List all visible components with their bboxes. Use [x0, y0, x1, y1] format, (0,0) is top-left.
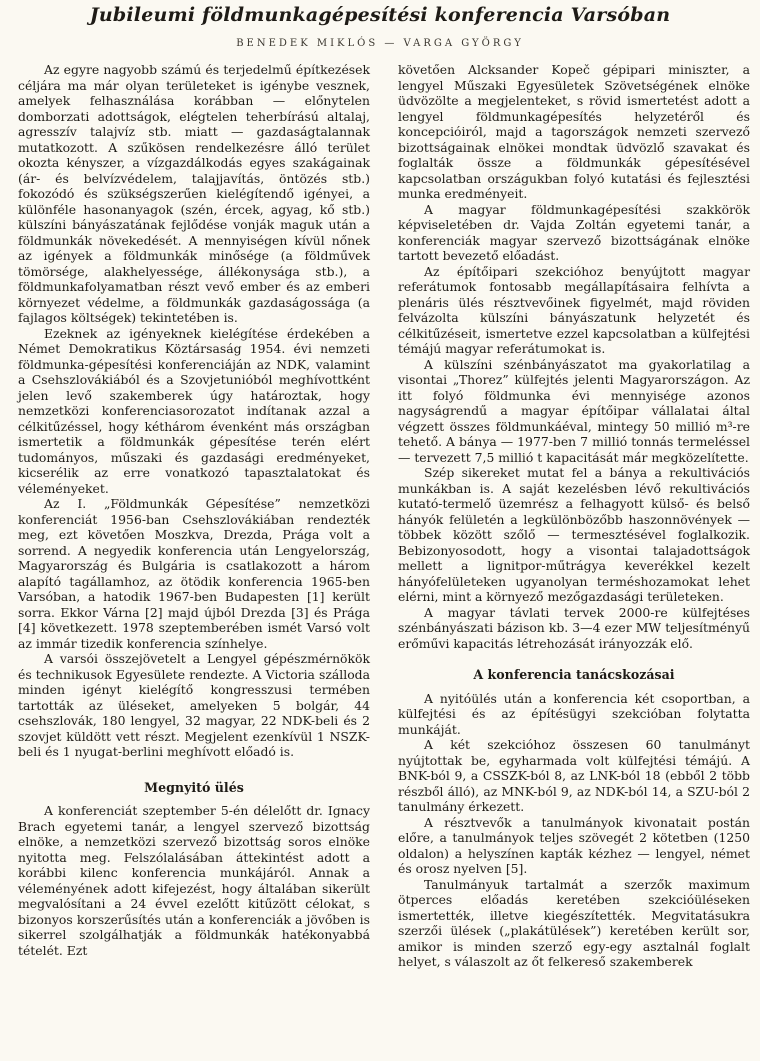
article-title: Jubileumi földmunkagépesítési konferencia Varsóban: [89, 4, 671, 26]
paragraph: A nyitóülés után a konferencia két csoportban, a külfejtési és az építésügyi szekcióban folytatta munkáját.: [398, 690, 750, 737]
paragraph: Szép sikereket mutat fel a bánya a rekultivációs munkákban is. A saját kezelésben lévő rekultivációs kutató-termelő üzemrész a felhagyott külső- és belső hányók felületén a legkülönbözőbb haszonnövények — többek között szőlő — termesztésével foglalkozik. Bebizonyosodott, hogy a visontai talajadottságok mellett a lignitpor-műtrágya keverékkel kezelt hányófelületeken ugyanolyan terméshozamokat lehet elérni, mint a környező mezőgazdasági területeken.: [398, 465, 750, 604]
paragraph: A varsói összejövetelt a Lengyel gépészmérnökök és technikusok Egyesülete rendezte. A Victoria szálloda minden igényt kielégítő kongresszusi termében tartották az üléseket, amelyeken 5 bolgár, 44 csehszlovák, 180 lengyel, 32 magyar, 22 NDK-beli és 2 szovjet küldött vett részt. Megjelent ezenkívül 1 NSZK-beli és 1 nyugat-berlini meghívott előadó is.: [18, 651, 370, 759]
paragraph: Az I. „Földmunkák Gépesítése” nemzetközi konferenciát 1956-ban Csehszlovákiában rendezték meg, ezt követően Moszkva, Drezda, Prága volt a sorrend. A negyedik konferencia után Lengyelország, Magyarország és Bulgária is csatlakozott a három alapító tagállamhoz, az ötödik konferencia 1965-ben Varsóban, a hatodik 1967-ben Budapesten [1] került sorra. Ekkor Várna [2] majd újból Drezda [3] és Prága [4] következett. 1978 szeptemberében ismét Varsó volt az immár tizedik konferencia színhelye.: [18, 496, 370, 651]
paragraph: követően Alcksander Kopeč gépipari miniszter, a lengyel Műszaki Egyesületek Szövetségének elnöke üdvözölte a megjelenteket, s rövid ismertetést adott a lengyel földmunkagépesítés helyzetéről és koncepcióiról, majd a tagországok nemzeti szervező bizottságainak elnökei mondtak üdvözlő szavakat és foglalták össze a földmunkák gépesítésével kapcsolatban országukban folyó kutatási és fejlesztési munka eredményeit.: [398, 62, 750, 201]
paragraph: Tanulmányuk tartalmát a szerzők maximum ötperces előadás keretében szekcióüléseken ismertették, illetve kiegészítették. Megvitatásukra szerzői ülések („plakátülések”) keretében került sor, amikor is minden szerző egy-egy asztalnál foglalt helyet, s válaszolt az őt felkereső szakemberek: [398, 876, 750, 969]
paragraph: A két szekcióhoz összesen 60 tanulmányt nyújtottak be, egyharmada volt külfejtési témájú. A BNK-ból 9, a CSSZK-ból 8, az LNK-ból 18 (ebből 2 több részből álló), az MNK-ból 9, az NDK-ból 14, a SZU-ból 2 tanulmány érkezett.: [398, 737, 750, 814]
paragraph: A magyar távlati tervek 2000-re külfejtéses szénbányászati bázison kb. 3—4 ezer MW teljesítményű erőművi kapacitás létrehozását irányozzák elő.: [398, 604, 750, 651]
paragraph: Az építőipari szekcióhoz benyújtott magyar referátumok fontosabb megállapításaira felhívta a plenáris ülés résztvevőinek figyelmét, majd röviden felvázolta külszíni bányászatunk helyzetét és célkitűzéseit, ismertetve ezzel kapcsolatban a külfejtési témájú magyar referátumokat is.: [398, 263, 750, 356]
paragraph: A konferenciát szeptember 5-én délelőtt dr. Ignacy Brach egyetemi tanár, a lengyel szervező bizottság elnöke, a nemzetközi szervező bizottság soros elnöke nyitotta meg. Felszólalásában áttekintést adott a korábbi kilenc konferencia munkájáról. Annak a véleményének adott kifejezést, hogy általában sikerült megvalósítani a 24 évvel ezelőtt kitűzött célokat, s bizonyos korszerűsítés után a konferenciák a jövőben is sikerrel szolgálhatják a földmunkák hatékonyabbá tételét. Ezt: [18, 803, 370, 958]
section-heading-opening: Megnyitó ülés: [144, 779, 244, 795]
paragraph: A résztvevők a tanulmányok kivonatait postán előre, a tanulmányok teljes szövegét 2 kötetben (1250 oldalon) a helyszínen kapták kézhez — lengyel, német és orosz nyelven [5].: [398, 814, 750, 876]
right-column: [398, 62, 750, 970]
paragraph: A külszíni szénbányászatot ma gyakorlatilag a visontai „Thorez” külfejtés jelenti Magyarországon. Az itt folyó földmunka évi mennyisége azonos nagyságrendű a magyar építőipar vállalatai által végzett összes földmunkáéval, mintegy 50 millió m³-re tehető. A bánya — 1977-ben 7 millió tonnás termeléssel — tervezett 7,5 millió t kapacitását már megközelítette.: [398, 356, 750, 465]
left-column: [18, 62, 370, 958]
paragraph: Az egyre nagyobb számú és terjedelmű építkezések céljára ma már olyan területeket is igénybe vesznek, amelyek felhasználása korábban — előnytelen domborzati adottságok, elégtelen teherbírású altalaj, agresszív talajvíz stb. miatt — gazdaságtalannak mutatkozott. A szűkösen rendelkezésre álló terület okozta kényszer, a vízgazdálkodás egyes szakágainak (ár- és belvízvédelem, talajjavítás, öntözés stb.) fokozódó és szükségszerűen kielégítendő igényei, a különféle hasonanyagok (szén, ércek, agyag, kő stb.) külszíni bányászatának fejlődése vonják maguk után a földmunkák növekedését. A mennyiségen kívül nőnek az igények a földmunkák minősége (a földművek tömörsége, alakhelyessége, állékonysága stb.), a földmunkafolyamatban részt vevő ember és az emberi környezet védelme, a földmunkák gazdaságossága (a fajlagos költségek) tekintetében is.: [18, 62, 370, 325]
section-heading-sessions: A konferencia tanácskozásai: [473, 667, 675, 682]
paragraph: Ezeknek az igényeknek kielégítése érdekében a Német Demokratikus Köztársaság 1954. évi nemzeti földmunka-gépesítési konferenciáján az NDK, valamint a Csehszlovákiából és a Szovjetunióból meghívottként jelen levő szakemberek úgy határoztak, hogy nemzetközi konferenciasorozatot indítanak azzal a célkitűzéssel, hogy kéthárom évenként más országban ismertetik a földmunkák gépesítése terén elért tudományos, műszaki és gazdasági eredményeket, kicserélik az erre vonatkozó tapasztalatokat és véleményeket.: [18, 325, 370, 496]
article-authors: BENEDEK MIKLÓS — VARGA GYÖRGY: [236, 38, 524, 49]
paragraph: A magyar földmunkagépesítési szakkörök képviseletében dr. Vajda Zoltán egyetemi tanár, a konferenciák magyar szervező bizottságának elnöke tartott bevezető előadást.: [398, 201, 750, 263]
